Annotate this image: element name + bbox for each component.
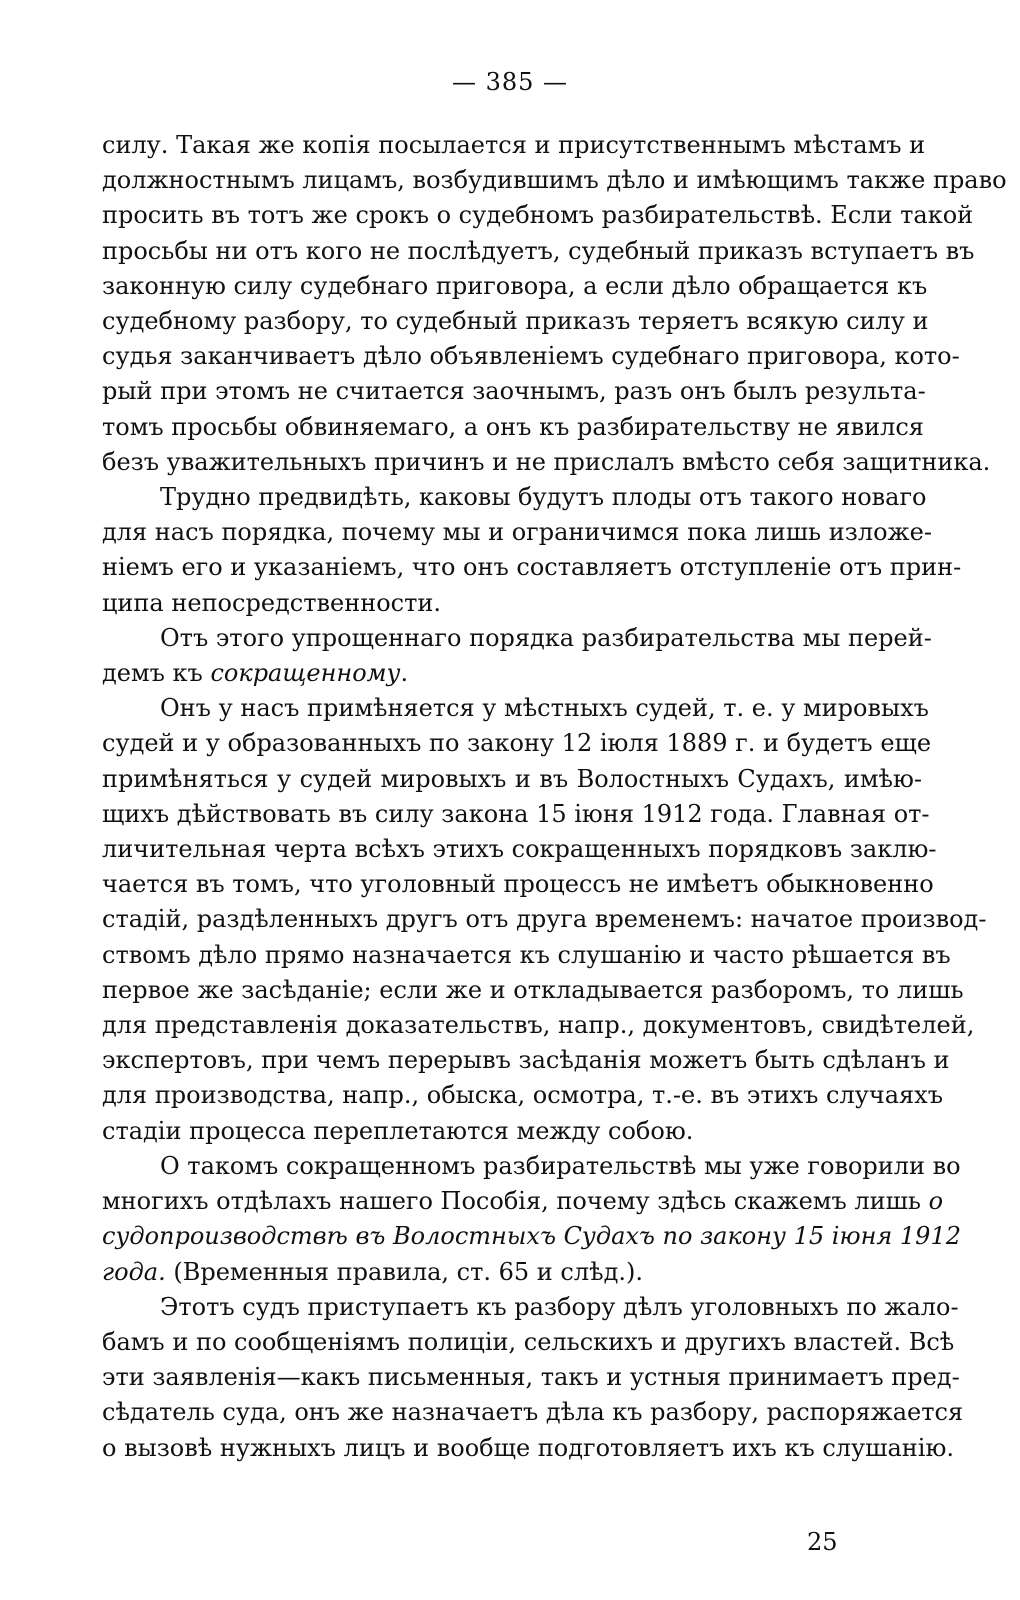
text-line xyxy=(102,163,1007,198)
text-line xyxy=(102,1325,955,1360)
text-line xyxy=(102,586,922,621)
text-line xyxy=(102,550,962,585)
text-line xyxy=(102,973,964,1008)
text-line-content: силу. Такая же копія посылается и присутственнымъ мѣстамъ и xyxy=(102,131,926,159)
text-line-content: О такомъ сокращенномъ разбирательствѣ мы уже говорили во xyxy=(160,1151,961,1180)
text-line xyxy=(102,410,922,445)
text-line xyxy=(102,656,922,691)
text-line xyxy=(102,515,932,550)
text-line-content: просить въ тотъ же срокъ о судебномъ разбирательствѣ. Если такой xyxy=(102,201,974,230)
text-line-content: Отъ этого упрощеннаго порядка разбирательства мы перей- xyxy=(160,623,932,652)
text-line xyxy=(102,938,951,973)
text-line-content: ніемъ его и указаніемъ, что онъ составляетъ отступленіе отъ прин- xyxy=(102,553,962,582)
page-number: — 385 — xyxy=(451,68,569,96)
text-line-content: Этотъ судъ приступаетъ къ разбору дѣлъ уголовныхъ по жало- xyxy=(160,1292,959,1321)
text-line-content: личительная черта всѣхъ этихъ сокращенныхъ порядковъ заклю- xyxy=(102,835,937,864)
text-line-content: томъ просьбы обвиняемаго, а онъ къ разбирательству не явился xyxy=(102,412,924,441)
text-line-content: законную силу судебнаго приговора, а если дѣло обращается къ xyxy=(102,271,928,300)
text-line-content: судей и у образованныхъ по закону 12 іюля 1889 г. и будетъ еще xyxy=(102,729,932,758)
text-line xyxy=(102,1043,950,1078)
text-line-content: первое же засѣданіе; если же и откладывается разборомъ, то лишь xyxy=(102,975,964,1004)
text-line-content: судья заканчиваетъ дѣло объявленіемъ судебнаго приговора, кото- xyxy=(102,342,960,371)
italic-text: сокращенному xyxy=(210,659,401,688)
text-line-content: для представленія доказательствъ, напр., документовъ, свидѣтелей, xyxy=(102,1011,975,1040)
italic-text: судопроизводствѣ въ Волостныхъ Судахъ по закону 15 іюня 1912 xyxy=(102,1222,961,1251)
text-line xyxy=(102,1078,943,1113)
text-line-content: судебному разбору, то судебный приказъ теряетъ всякую силу и xyxy=(102,307,929,336)
text-line-content: примѣняться у судей мировыхъ и въ Волостныхъ Судахъ, имѣю- xyxy=(102,764,922,793)
text-line-content: для насъ порядка, почему мы и ограничимся пока лишь изложе- xyxy=(102,518,932,547)
text-line-tail: (Временныя правила, ст. 65 и слѣд.). xyxy=(165,1257,643,1286)
text-line xyxy=(102,269,928,304)
text-line xyxy=(102,867,934,902)
text-line xyxy=(102,304,929,339)
text-line xyxy=(102,198,974,233)
text-line-content: многихъ отдѣлахъ нашего Пособія, почему здѣсь скажемъ лишь xyxy=(102,1187,921,1216)
text-line xyxy=(102,339,960,374)
text-line-content: демъ къ xyxy=(102,659,203,688)
text-line-content: сѣдатель суда, онъ же назначаетъ дѣла къ разбору, распоряжается xyxy=(102,1398,964,1427)
text-line-content: безъ уважительныхъ причинъ и не прислалъ вмѣсто себя защитника. xyxy=(102,447,991,476)
text-line xyxy=(102,234,975,269)
text-line xyxy=(102,797,930,832)
text-line-content: стадій, раздѣленныхъ другъ отъ друга временемъ: начатое производ- xyxy=(102,905,987,934)
text-line-content: должностнымъ лицамъ, возбудившимъ дѣло и имѣющимъ также право xyxy=(102,166,1007,195)
text-line xyxy=(102,445,991,480)
text-line-content: для производства, напр., обыска, осмотра, т.-е. въ этихъ случаяхъ xyxy=(102,1081,943,1110)
text-line-tail: . xyxy=(400,659,409,688)
text-line xyxy=(102,1114,922,1149)
text-line xyxy=(102,621,932,656)
text-line xyxy=(102,726,932,761)
text-line xyxy=(102,832,937,867)
text-line-content: Онъ у насъ примѣняется у мѣстныхъ судей, т. е. у мировыхъ xyxy=(160,694,929,723)
text-line-content: стадіи процесса переплетаются между собою. xyxy=(102,1116,694,1145)
text-line xyxy=(102,1255,922,1290)
italic-text: о xyxy=(928,1187,944,1216)
text-line-content: бамъ и по сообщеніямъ полиціи, сельскихъ и другихъ властей. Всѣ xyxy=(102,1327,955,1356)
text-line xyxy=(102,374,926,409)
text-line xyxy=(102,1360,960,1395)
text-line xyxy=(102,1431,954,1466)
text-line-content: о вызовѣ нужныхъ лицъ и вообще подготовляетъ ихъ къ слушанію. xyxy=(102,1433,954,1462)
text-line-content: рый при этомъ не считается заочнымъ, разъ онъ былъ результа- xyxy=(102,377,926,406)
signature-mark: 25 xyxy=(807,1528,838,1556)
body-text xyxy=(102,128,1007,1466)
text-line xyxy=(102,480,927,515)
text-line-content: ствомъ дѣло прямо назначается къ слушанію и часто рѣшается въ xyxy=(102,940,951,969)
text-line xyxy=(102,128,926,163)
text-line xyxy=(102,1395,964,1430)
text-line xyxy=(102,1184,944,1219)
text-line xyxy=(102,1219,961,1254)
text-line-content: щихъ дѣйствовать въ силу закона 15 іюня 1912 года. Главная от- xyxy=(102,799,930,828)
text-line xyxy=(102,1149,961,1184)
text-line xyxy=(102,762,922,797)
text-line xyxy=(102,691,929,726)
text-line-content: чается въ томъ, что уголовный процессъ не имѣетъ обыкновенно xyxy=(102,870,934,899)
text-line-content: экспертовъ, при чемъ перерывъ засѣданія можетъ быть сдѣланъ и xyxy=(102,1046,950,1075)
text-line-content: Трудно предвидѣть, каковы будутъ плоды отъ такого новаго xyxy=(160,483,927,512)
text-line-content: ципа непосредственности. xyxy=(102,588,442,617)
text-line-content: эти заявленія—какъ письменныя, такъ и устныя принимаетъ пред- xyxy=(102,1363,960,1392)
text-line xyxy=(102,1008,975,1043)
italic-text: года. xyxy=(102,1257,166,1286)
text-line xyxy=(102,1290,959,1325)
text-line xyxy=(102,902,987,937)
text-line-content: просьбы ни отъ кого не послѣдуетъ, судебный приказъ вступаетъ въ xyxy=(102,236,975,265)
